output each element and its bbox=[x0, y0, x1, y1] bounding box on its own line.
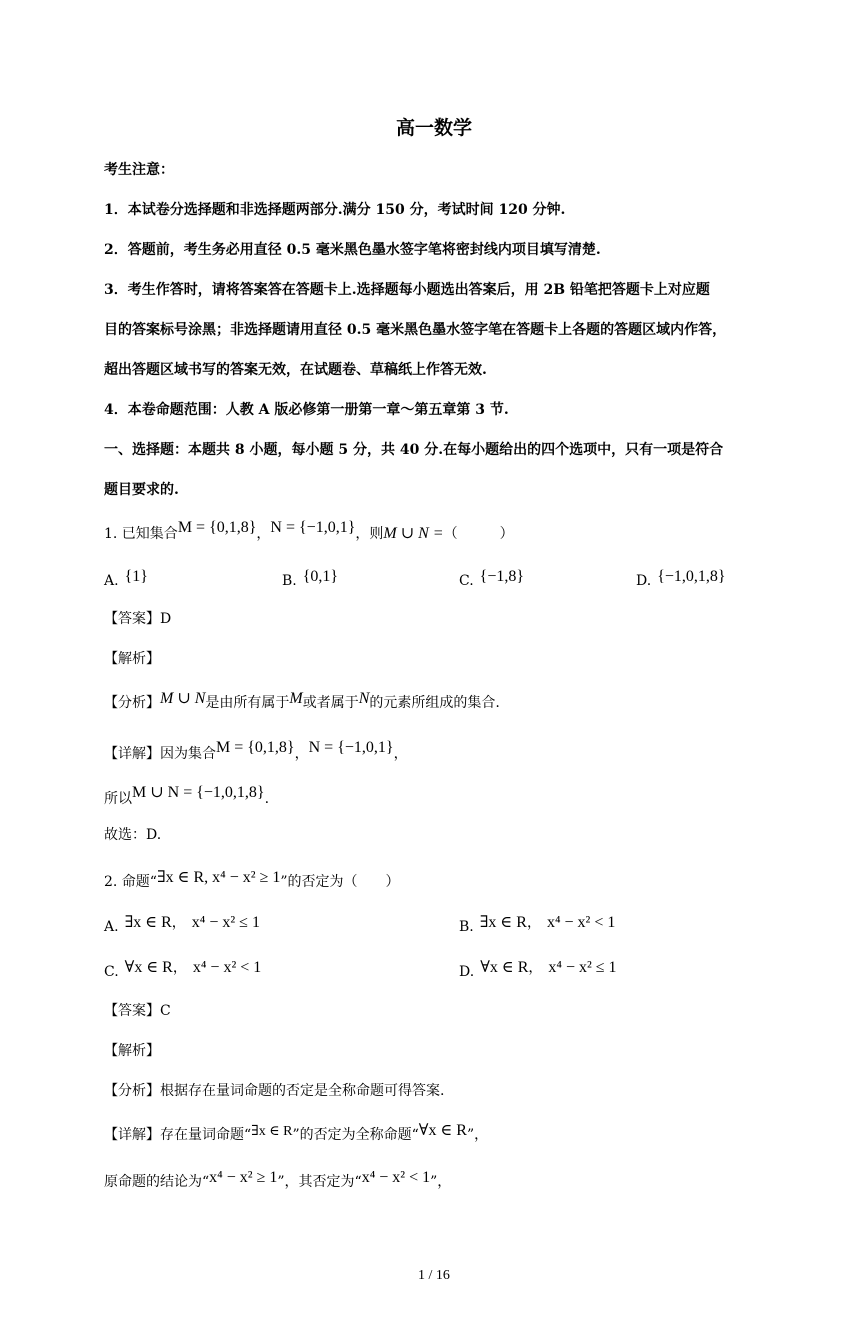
q2-option-c: C. ∀x ∈ R， x⁴ − x² < 1 bbox=[104, 959, 262, 980]
option-label: A. bbox=[104, 573, 119, 589]
q1-answer: 【答案】D bbox=[104, 611, 172, 627]
q1-paren: （ ） bbox=[443, 526, 514, 542]
notice-item-4: 4．本卷命题范围：人教 A 版必修第一册第一章～第五章第 3 节. bbox=[104, 402, 509, 418]
q1-set-m: M = {0,1,8} bbox=[177, 519, 257, 536]
q2-option-a: A. ∃x ∈ R， x⁴ − x² ≤ 1 bbox=[104, 914, 260, 935]
fenxi-text-3: 的元素所组成的集合. bbox=[369, 695, 500, 711]
option-value: {1} bbox=[124, 568, 148, 585]
question-1 bbox=[104, 519, 514, 544]
q1-set-n: N = {−1,0,1} bbox=[270, 519, 356, 536]
notice-item-2: 2．答题前，考生务必用直径 0.5 毫米黑色墨水签字笔将密封线内项目填写清楚. bbox=[104, 242, 601, 258]
xiangjie-text-3: ”， bbox=[466, 1127, 489, 1143]
option-value: {0,1} bbox=[302, 568, 339, 585]
notice-item-3-line-1: 3．考生作答时，请将答案答在答题卡上.选择题每小题选出答案后，用 2B 铅笔把答题卡上对应题 bbox=[104, 282, 710, 298]
q2-statement: ∃x ∈ R, x⁴ − x² ≥ 1 bbox=[156, 869, 281, 886]
xiangjie-text-1: 【详解】存在量词命题“ bbox=[104, 1127, 252, 1143]
xiangjie-set-n: N = {−1,0,1} bbox=[308, 739, 394, 756]
yuan-text-1: 原命题的结论为“ bbox=[104, 1174, 210, 1190]
option-label: B. bbox=[459, 919, 474, 935]
q2-option-b: B. ∃x ∈ R， x⁴ − x² < 1 bbox=[459, 914, 616, 935]
xiangjie-sep: ， bbox=[294, 746, 309, 762]
option-label: D. bbox=[459, 964, 475, 980]
option-expr: x⁴ − x² < 1 bbox=[192, 959, 262, 976]
suoyi-text: 所以 bbox=[104, 791, 132, 807]
q1-guxuan: 故选：D. bbox=[104, 827, 162, 843]
q1-fenxi bbox=[104, 690, 500, 713]
option-quantifier: ∃x ∈ R bbox=[479, 914, 527, 931]
xiangjie-text-2: ”的否定为全称命题“ bbox=[292, 1127, 419, 1143]
page-number: 1 / 16 bbox=[418, 1268, 450, 1283]
question-2 bbox=[104, 869, 400, 892]
fenxi-n: N bbox=[358, 690, 370, 707]
fenxi-union: M ∪ N bbox=[160, 690, 206, 707]
q2-fenxi: 【分析】根据存在量词命题的否定是全称命题可得答案. bbox=[104, 1083, 445, 1099]
q1-analysis-heading: 【解析】 bbox=[104, 651, 160, 667]
xiangjie-end: ， bbox=[393, 746, 408, 762]
option-quantifier: ∃x ∈ R bbox=[124, 914, 172, 931]
option-expr: x⁴ − x² < 1 bbox=[546, 914, 616, 931]
q2-analysis-heading: 【解析】 bbox=[104, 1043, 160, 1059]
option-label: A. bbox=[104, 919, 119, 935]
notice-heading: 考生注意： bbox=[104, 162, 174, 178]
option-label: C. bbox=[104, 964, 119, 980]
q2-xiangjie bbox=[104, 1122, 489, 1146]
notice-item-3-line-3: 超出答题区域书写的答案无效，在试题卷、草稿纸上作答无效. bbox=[104, 362, 487, 378]
q1-sep: ， bbox=[256, 526, 271, 542]
xiangjie-quantifier-1: ∃x ∈ R bbox=[251, 1124, 293, 1139]
q1-xiangjie bbox=[104, 739, 408, 764]
fenxi-text-1: 是由所有属于 bbox=[205, 695, 290, 711]
q2-suffix: ”的否定为（ ） bbox=[280, 874, 400, 890]
yuan-text-3: ”， bbox=[430, 1174, 452, 1190]
q2-yuan bbox=[104, 1169, 452, 1192]
section-heading-line-1: 一、选择题：本题共 8 小题，每小题 5 分，共 40 分.在每小题给出的四个选项中，只有一项是符合 bbox=[104, 442, 724, 458]
xiangjie-set-m: M = {0,1,8} bbox=[216, 739, 295, 756]
option-quantifier: ∀x ∈ R bbox=[480, 959, 529, 976]
option-expr: x⁴ − x² ≤ 1 bbox=[191, 914, 260, 931]
q1-option-c bbox=[459, 570, 524, 592]
yuan-text-2: ”，其否定为“ bbox=[277, 1174, 362, 1190]
q1-option-d bbox=[636, 570, 726, 592]
suoyi-end: . bbox=[264, 791, 270, 807]
q1-mid: ，则 bbox=[355, 526, 384, 542]
notice-item-3-line-2: 目的答案标号涂黑；非选择题请用直径 0.5 毫米黑色墨水签字笔在答题卡上各题的答题区域内作答， bbox=[104, 322, 727, 338]
notice-item-1: 1．本试卷分选择题和非选择题两部分.满分 150 分，考试时间 120 分钟. bbox=[104, 202, 566, 218]
option-expr: x⁴ − x² ≤ 1 bbox=[548, 959, 617, 976]
q1-prefix: 1. 已知集合 bbox=[104, 526, 178, 542]
suoyi-expr: M ∪ N = {−1,0,1,8} bbox=[132, 784, 265, 801]
option-label: D. bbox=[636, 573, 652, 589]
q1-option-b bbox=[282, 570, 338, 592]
q1-option-a bbox=[104, 570, 148, 592]
xiangjie-tag: 【详解】因为集合 bbox=[104, 746, 216, 762]
option-label: B. bbox=[282, 573, 297, 589]
page-title: 高一数学 bbox=[395, 117, 472, 139]
q2-option-d: D. ∀x ∈ R， x⁴ − x² ≤ 1 bbox=[459, 959, 617, 980]
q2-prefix: 2. 命题“ bbox=[104, 874, 157, 890]
q1-union: M ∪ N = bbox=[383, 525, 444, 542]
q2-answer: 【答案】C bbox=[104, 1003, 171, 1019]
section-heading-line-2: 题目要求的. bbox=[104, 482, 179, 498]
option-label: C. bbox=[459, 573, 474, 589]
yuan-expr-2: x⁴ − x² < 1 bbox=[361, 1169, 431, 1186]
fenxi-text-2: 或者属于 bbox=[302, 695, 359, 711]
option-quantifier: ∀x ∈ R bbox=[124, 959, 173, 976]
option-value: {−1,0,1,8} bbox=[657, 568, 726, 585]
yuan-expr-1: x⁴ − x² ≥ 1 bbox=[209, 1169, 278, 1186]
xiangjie-quantifier-2: ∀x ∈ R bbox=[418, 1122, 467, 1139]
fenxi-tag: 【分析】 bbox=[104, 695, 160, 711]
fenxi-m: M bbox=[289, 690, 303, 707]
option-value: {−1,8} bbox=[479, 568, 525, 585]
q1-suoyi bbox=[104, 784, 270, 809]
